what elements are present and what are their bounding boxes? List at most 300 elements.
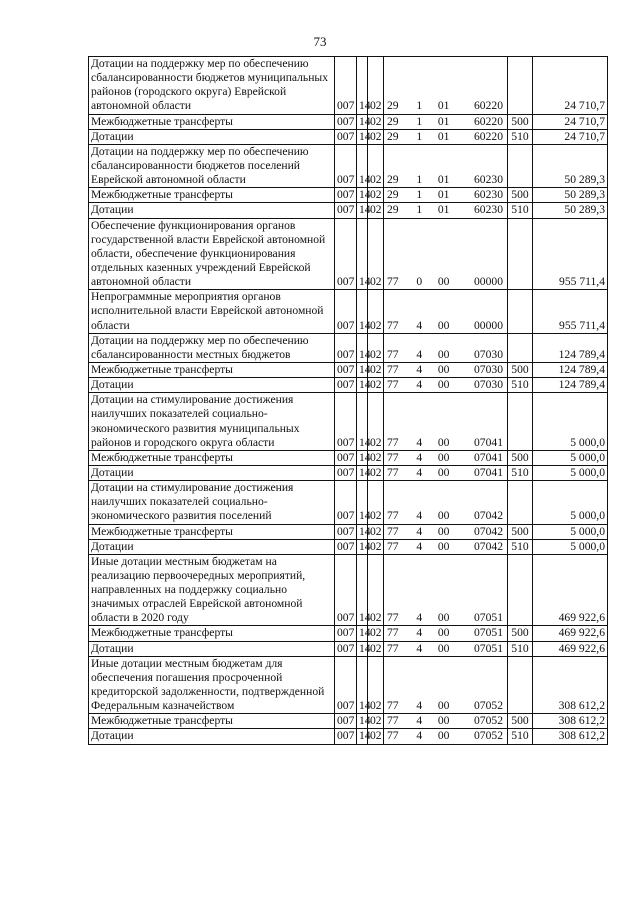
table-row bbox=[89, 641, 608, 656]
cell-vr: 500 bbox=[511, 626, 529, 640]
cell-pr: 02 bbox=[370, 378, 382, 392]
subsection-code bbox=[368, 714, 384, 729]
amount bbox=[533, 481, 608, 524]
cell-name: Дотации bbox=[91, 378, 134, 392]
cell-vr: 500 bbox=[511, 362, 529, 376]
ministry-code bbox=[335, 188, 357, 203]
subsection-code bbox=[368, 656, 384, 714]
cell-vr: 510 bbox=[511, 378, 529, 392]
subsection-code bbox=[368, 203, 384, 218]
cell-rz: 14 bbox=[359, 188, 371, 202]
cell-p4: 60220 bbox=[474, 114, 503, 128]
item-name bbox=[89, 362, 335, 377]
cell-name: Непрограммные мероприятия органов исполнительной власти Еврейской автономной области bbox=[91, 290, 324, 332]
cell-p2: 4 bbox=[416, 714, 423, 728]
expense-type-code bbox=[508, 129, 533, 144]
cell-p4: 60220 bbox=[474, 99, 503, 113]
cell-p3: 00 bbox=[437, 641, 450, 655]
cell-p4: 07052 bbox=[474, 729, 503, 743]
target-article-code bbox=[384, 218, 508, 290]
amount bbox=[533, 290, 608, 333]
cell-p2: 1 bbox=[416, 173, 423, 187]
cell-sum: 469 922,6 bbox=[558, 611, 605, 625]
item-name bbox=[89, 729, 335, 744]
amount bbox=[533, 362, 608, 377]
target-article-code bbox=[384, 524, 508, 539]
cell-vr: 510 bbox=[511, 729, 529, 743]
cell-gr: 007 bbox=[337, 465, 355, 479]
target-article-code bbox=[384, 714, 508, 729]
ministry-code bbox=[335, 465, 357, 480]
item-name bbox=[89, 188, 335, 203]
section-code bbox=[357, 539, 371, 554]
ministry-code bbox=[335, 203, 357, 218]
subsection-code bbox=[368, 290, 384, 333]
target-article-code bbox=[384, 656, 508, 714]
cell-name: Дотации bbox=[91, 203, 134, 217]
expense-type-code bbox=[508, 465, 533, 480]
item-name bbox=[89, 378, 335, 393]
cell-pr: 02 bbox=[370, 611, 382, 625]
cell-gr: 007 bbox=[337, 641, 355, 655]
cell-p4: 60230 bbox=[474, 203, 503, 217]
cell-p2: 1 bbox=[416, 114, 423, 128]
section-code bbox=[357, 450, 371, 465]
cell-gr: 007 bbox=[337, 611, 355, 625]
section-code bbox=[357, 129, 371, 144]
page-number: 73 bbox=[313, 34, 327, 49]
cell-p4: 07051 bbox=[474, 641, 503, 655]
cell-p1: 29 bbox=[387, 129, 399, 143]
cell-vr: 500 bbox=[511, 714, 529, 728]
section-code bbox=[357, 524, 371, 539]
section-code bbox=[357, 465, 371, 480]
cell-name: Дотации на поддержку мер по обеспечению сбалансированности местных бюджетов bbox=[91, 333, 309, 361]
amount bbox=[533, 378, 608, 393]
item-name bbox=[89, 333, 335, 362]
cell-p4: 07051 bbox=[474, 611, 503, 625]
expense-type-code bbox=[508, 57, 533, 115]
cell-p3: 01 bbox=[437, 114, 450, 128]
expense-type-code bbox=[508, 714, 533, 729]
target-article-code bbox=[384, 641, 508, 656]
section-code bbox=[357, 57, 371, 115]
subsection-code bbox=[368, 524, 384, 539]
subsection-code bbox=[368, 188, 384, 203]
subsection-code bbox=[368, 218, 384, 290]
item-name bbox=[89, 218, 335, 290]
ministry-code bbox=[335, 524, 357, 539]
cell-pr: 02 bbox=[370, 641, 382, 655]
cell-p1: 77 bbox=[387, 641, 399, 655]
table-row bbox=[89, 714, 608, 729]
cell-p2: 4 bbox=[416, 465, 423, 479]
expense-type-code bbox=[508, 729, 533, 744]
ministry-code bbox=[335, 729, 357, 744]
section-code bbox=[357, 114, 371, 129]
cell-p3: 00 bbox=[437, 539, 450, 553]
ministry-code bbox=[335, 393, 357, 451]
section-code bbox=[357, 188, 371, 203]
cell-p3: 01 bbox=[437, 129, 450, 143]
cell-pr: 02 bbox=[370, 99, 382, 113]
cell-p3: 01 bbox=[437, 173, 450, 187]
cell-sum: 24 710,7 bbox=[564, 129, 605, 143]
cell-p1: 77 bbox=[387, 611, 399, 625]
cell-gr: 007 bbox=[337, 626, 355, 640]
expense-type-code bbox=[508, 626, 533, 641]
ministry-code bbox=[335, 57, 357, 115]
section-code bbox=[357, 626, 371, 641]
cell-p2: 4 bbox=[416, 626, 423, 640]
table-row bbox=[89, 362, 608, 377]
cell-rz: 14 bbox=[359, 699, 371, 713]
ministry-code bbox=[335, 114, 357, 129]
target-article-code bbox=[384, 203, 508, 218]
cell-p2: 4 bbox=[416, 641, 423, 655]
target-article-code bbox=[384, 333, 508, 362]
cell-rz: 14 bbox=[359, 611, 371, 625]
cell-name: Межбюджетные трансферты bbox=[91, 626, 233, 640]
target-article-code bbox=[384, 393, 508, 451]
cell-sum: 24 710,7 bbox=[564, 99, 605, 113]
target-article-code bbox=[384, 129, 508, 144]
cell-pr: 02 bbox=[370, 203, 382, 217]
target-article-code bbox=[384, 539, 508, 554]
cell-p1: 77 bbox=[387, 378, 399, 392]
cell-pr: 02 bbox=[370, 435, 382, 449]
cell-p1: 77 bbox=[387, 362, 399, 376]
cell-p3: 00 bbox=[437, 714, 450, 728]
cell-gr: 007 bbox=[337, 347, 355, 361]
ministry-code bbox=[335, 656, 357, 714]
cell-p2: 4 bbox=[416, 729, 423, 743]
cell-pr: 02 bbox=[370, 347, 382, 361]
cell-p2: 1 bbox=[416, 99, 423, 113]
cell-p2: 1 bbox=[416, 188, 423, 202]
cell-gr: 007 bbox=[337, 188, 355, 202]
subsection-code bbox=[368, 333, 384, 362]
cell-sum: 5 000,0 bbox=[570, 435, 605, 449]
cell-gr: 007 bbox=[337, 539, 355, 553]
ministry-code bbox=[335, 714, 357, 729]
cell-p2: 4 bbox=[416, 318, 423, 332]
cell-rz: 14 bbox=[359, 203, 371, 217]
ministry-code bbox=[335, 641, 357, 656]
table-row bbox=[89, 188, 608, 203]
subsection-code bbox=[368, 626, 384, 641]
cell-p2: 1 bbox=[416, 129, 423, 143]
subsection-code bbox=[368, 729, 384, 744]
item-name bbox=[89, 203, 335, 218]
item-name bbox=[89, 129, 335, 144]
cell-pr: 02 bbox=[370, 699, 382, 713]
section-code bbox=[357, 554, 371, 626]
target-article-code bbox=[384, 450, 508, 465]
cell-pr: 02 bbox=[370, 129, 382, 143]
amount bbox=[533, 114, 608, 129]
table-row bbox=[89, 626, 608, 641]
cell-rz: 14 bbox=[359, 99, 371, 113]
table-row bbox=[89, 465, 608, 480]
cell-p3: 01 bbox=[437, 188, 450, 202]
cell-gr: 007 bbox=[337, 729, 355, 743]
cell-p1: 29 bbox=[387, 114, 399, 128]
cell-pr: 02 bbox=[370, 362, 382, 376]
amount bbox=[533, 465, 608, 480]
cell-p4: 00000 bbox=[474, 275, 503, 289]
cell-rz: 14 bbox=[359, 347, 371, 361]
expense-type-code bbox=[508, 524, 533, 539]
cell-sum: 50 289,3 bbox=[564, 173, 605, 187]
target-article-code bbox=[384, 626, 508, 641]
cell-name: Межбюджетные трансферты bbox=[91, 188, 233, 202]
target-article-code bbox=[384, 57, 508, 115]
amount bbox=[533, 188, 608, 203]
cell-p2: 4 bbox=[416, 611, 423, 625]
cell-pr: 02 bbox=[370, 626, 382, 640]
target-article-code bbox=[384, 144, 508, 187]
table-row bbox=[89, 378, 608, 393]
cell-p3: 00 bbox=[437, 378, 450, 392]
cell-pr: 02 bbox=[370, 524, 382, 538]
cell-sum: 5 000,0 bbox=[570, 465, 605, 479]
expense-type-code bbox=[508, 539, 533, 554]
item-name bbox=[89, 554, 335, 626]
cell-p4: 07041 bbox=[474, 435, 503, 449]
subsection-code bbox=[368, 129, 384, 144]
cell-vr: 510 bbox=[511, 539, 529, 553]
cell-name: Иные дотации местным бюджетам на реализацию первоочередных мероприятий, направленных на поддержку социально значимых отраслей Еврейской автономной области в 2020 году bbox=[91, 554, 306, 625]
cell-name: Дотации bbox=[91, 729, 134, 743]
section-code bbox=[357, 729, 371, 744]
cell-p2: 4 bbox=[416, 435, 423, 449]
cell-name: Обеспечение функционирования органов государственной власти Еврейской автономной области, обеспечение функционирования отдельных казенных учреждений Еврейской автономной области bbox=[91, 218, 326, 289]
cell-pr: 02 bbox=[370, 465, 382, 479]
cell-pr: 02 bbox=[370, 450, 382, 464]
cell-p1: 29 bbox=[387, 99, 399, 113]
cell-sum: 124 789,4 bbox=[558, 378, 605, 392]
item-name bbox=[89, 641, 335, 656]
section-code bbox=[357, 656, 371, 714]
cell-p2: 4 bbox=[416, 524, 423, 538]
cell-pr: 02 bbox=[370, 714, 382, 728]
ministry-code bbox=[335, 218, 357, 290]
cell-p3: 00 bbox=[437, 509, 450, 523]
cell-p3: 00 bbox=[437, 362, 450, 376]
cell-rz: 14 bbox=[359, 465, 371, 479]
cell-p2: 4 bbox=[416, 509, 423, 523]
budget-table-body bbox=[89, 57, 608, 745]
table-row bbox=[89, 290, 608, 333]
cell-sum: 50 289,3 bbox=[564, 203, 605, 217]
section-code bbox=[357, 481, 371, 524]
cell-name: Дотации на поддержку мер по обеспечению сбалансированности бюджетов поселений Еврейской автономной области bbox=[91, 144, 309, 187]
cell-p4: 07030 bbox=[474, 347, 503, 361]
subsection-code bbox=[368, 481, 384, 524]
amount bbox=[533, 129, 608, 144]
item-name bbox=[89, 539, 335, 554]
cell-p1: 77 bbox=[387, 729, 399, 743]
section-code bbox=[357, 218, 371, 290]
cell-gr: 007 bbox=[337, 114, 355, 128]
cell-sum: 955 711,4 bbox=[559, 275, 605, 289]
table-row bbox=[89, 481, 608, 524]
cell-p1: 77 bbox=[387, 714, 399, 728]
cell-p2: 4 bbox=[416, 699, 423, 713]
cell-p1: 29 bbox=[387, 173, 399, 187]
ministry-code bbox=[335, 539, 357, 554]
cell-name: Дотации bbox=[91, 129, 134, 143]
ministry-code bbox=[335, 378, 357, 393]
cell-p1: 77 bbox=[387, 435, 399, 449]
subsection-code bbox=[368, 539, 384, 554]
cell-sum: 469 922,6 bbox=[558, 641, 605, 655]
cell-sum: 5 000,0 bbox=[570, 539, 605, 553]
cell-p1: 29 bbox=[387, 203, 399, 217]
cell-p4: 60230 bbox=[474, 188, 503, 202]
cell-p1: 77 bbox=[387, 509, 399, 523]
table-row bbox=[89, 524, 608, 539]
cell-name: Дотации bbox=[91, 465, 134, 479]
expense-type-code bbox=[508, 144, 533, 187]
subsection-code bbox=[368, 362, 384, 377]
cell-sum: 50 289,3 bbox=[564, 188, 605, 202]
cell-rz: 14 bbox=[359, 539, 371, 553]
expense-type-code bbox=[508, 333, 533, 362]
cell-p3: 00 bbox=[437, 435, 450, 449]
cell-gr: 007 bbox=[337, 699, 355, 713]
section-code bbox=[357, 378, 371, 393]
cell-p1: 77 bbox=[387, 539, 399, 553]
cell-rz: 14 bbox=[359, 129, 371, 143]
table-row bbox=[89, 203, 608, 218]
cell-p1: 77 bbox=[387, 450, 399, 464]
expense-type-code bbox=[508, 554, 533, 626]
amount bbox=[533, 554, 608, 626]
cell-name: Дотации bbox=[91, 641, 134, 655]
item-name bbox=[89, 144, 335, 187]
cell-rz: 14 bbox=[359, 641, 371, 655]
ministry-code bbox=[335, 481, 357, 524]
cell-p1: 77 bbox=[387, 465, 399, 479]
section-code bbox=[357, 714, 371, 729]
section-code bbox=[357, 393, 371, 451]
cell-p2: 4 bbox=[416, 362, 423, 376]
cell-sum: 308 612,2 bbox=[558, 699, 605, 713]
cell-p4: 07051 bbox=[474, 626, 503, 640]
section-code bbox=[357, 362, 371, 377]
subsection-code bbox=[368, 114, 384, 129]
subsection-code bbox=[368, 378, 384, 393]
table-row bbox=[89, 450, 608, 465]
cell-gr: 007 bbox=[337, 129, 355, 143]
target-article-code bbox=[384, 290, 508, 333]
expense-type-code bbox=[508, 656, 533, 714]
cell-vr: 500 bbox=[511, 114, 529, 128]
cell-gr: 007 bbox=[337, 318, 355, 332]
item-name bbox=[89, 290, 335, 333]
cell-gr: 007 bbox=[337, 435, 355, 449]
cell-sum: 955 711,4 bbox=[559, 318, 605, 332]
table-row bbox=[89, 554, 608, 626]
cell-name: Дотации bbox=[91, 539, 134, 553]
amount bbox=[533, 626, 608, 641]
cell-gr: 007 bbox=[337, 524, 355, 538]
cell-p3: 00 bbox=[437, 611, 450, 625]
section-code bbox=[357, 641, 371, 656]
subsection-code bbox=[368, 465, 384, 480]
item-name bbox=[89, 465, 335, 480]
cell-pr: 02 bbox=[370, 509, 382, 523]
cell-sum: 469 922,6 bbox=[558, 626, 605, 640]
cell-gr: 007 bbox=[337, 275, 355, 289]
cell-p3: 00 bbox=[437, 729, 450, 743]
cell-vr: 510 bbox=[511, 465, 529, 479]
cell-p2: 1 bbox=[416, 203, 423, 217]
amount bbox=[533, 144, 608, 187]
cell-p4: 07042 bbox=[474, 539, 503, 553]
cell-rz: 14 bbox=[359, 626, 371, 640]
cell-vr: 500 bbox=[511, 524, 529, 538]
cell-rz: 14 bbox=[359, 318, 371, 332]
amount bbox=[533, 218, 608, 290]
cell-name: Дотации на стимулирование достижения наилучших показателей социально-экономического развития муниципальных районов и городского округа области bbox=[91, 393, 300, 449]
target-article-code bbox=[384, 188, 508, 203]
cell-rz: 14 bbox=[359, 524, 371, 538]
cell-p4: 07041 bbox=[474, 450, 503, 464]
amount bbox=[533, 539, 608, 554]
cell-p3: 00 bbox=[437, 524, 450, 538]
item-name bbox=[89, 656, 335, 714]
target-article-code bbox=[384, 481, 508, 524]
table-row bbox=[89, 57, 608, 115]
cell-gr: 007 bbox=[337, 99, 355, 113]
table-row bbox=[89, 539, 608, 554]
cell-gr: 007 bbox=[337, 378, 355, 392]
expense-type-code bbox=[508, 450, 533, 465]
section-code bbox=[357, 203, 371, 218]
cell-p3: 00 bbox=[437, 699, 450, 713]
target-article-code bbox=[384, 362, 508, 377]
amount bbox=[533, 656, 608, 714]
cell-p4: 07030 bbox=[474, 378, 503, 392]
cell-p4: 07042 bbox=[474, 509, 503, 523]
cell-pr: 02 bbox=[370, 539, 382, 553]
cell-name: Дотации на поддержку мер по обеспечению сбалансированности бюджетов муниципальных районов (городского округа) Еврейской автономной области bbox=[91, 57, 329, 113]
section-code bbox=[357, 333, 371, 362]
table-row bbox=[89, 729, 608, 744]
cell-gr: 007 bbox=[337, 450, 355, 464]
target-article-code bbox=[384, 378, 508, 393]
ministry-code bbox=[335, 333, 357, 362]
cell-p4: 00000 bbox=[474, 318, 503, 332]
cell-name: Межбюджетные трансферты bbox=[91, 362, 233, 376]
ministry-code bbox=[335, 626, 357, 641]
cell-rz: 14 bbox=[359, 729, 371, 743]
table-row bbox=[89, 144, 608, 187]
cell-p2: 4 bbox=[416, 378, 423, 392]
amount bbox=[533, 450, 608, 465]
cell-vr: 500 bbox=[511, 188, 529, 202]
cell-p3: 00 bbox=[437, 450, 450, 464]
expense-type-code bbox=[508, 393, 533, 451]
item-name bbox=[89, 626, 335, 641]
cell-p3: 01 bbox=[437, 203, 450, 217]
cell-sum: 124 789,4 bbox=[558, 347, 605, 361]
cell-pr: 02 bbox=[370, 114, 382, 128]
table-row bbox=[89, 218, 608, 290]
